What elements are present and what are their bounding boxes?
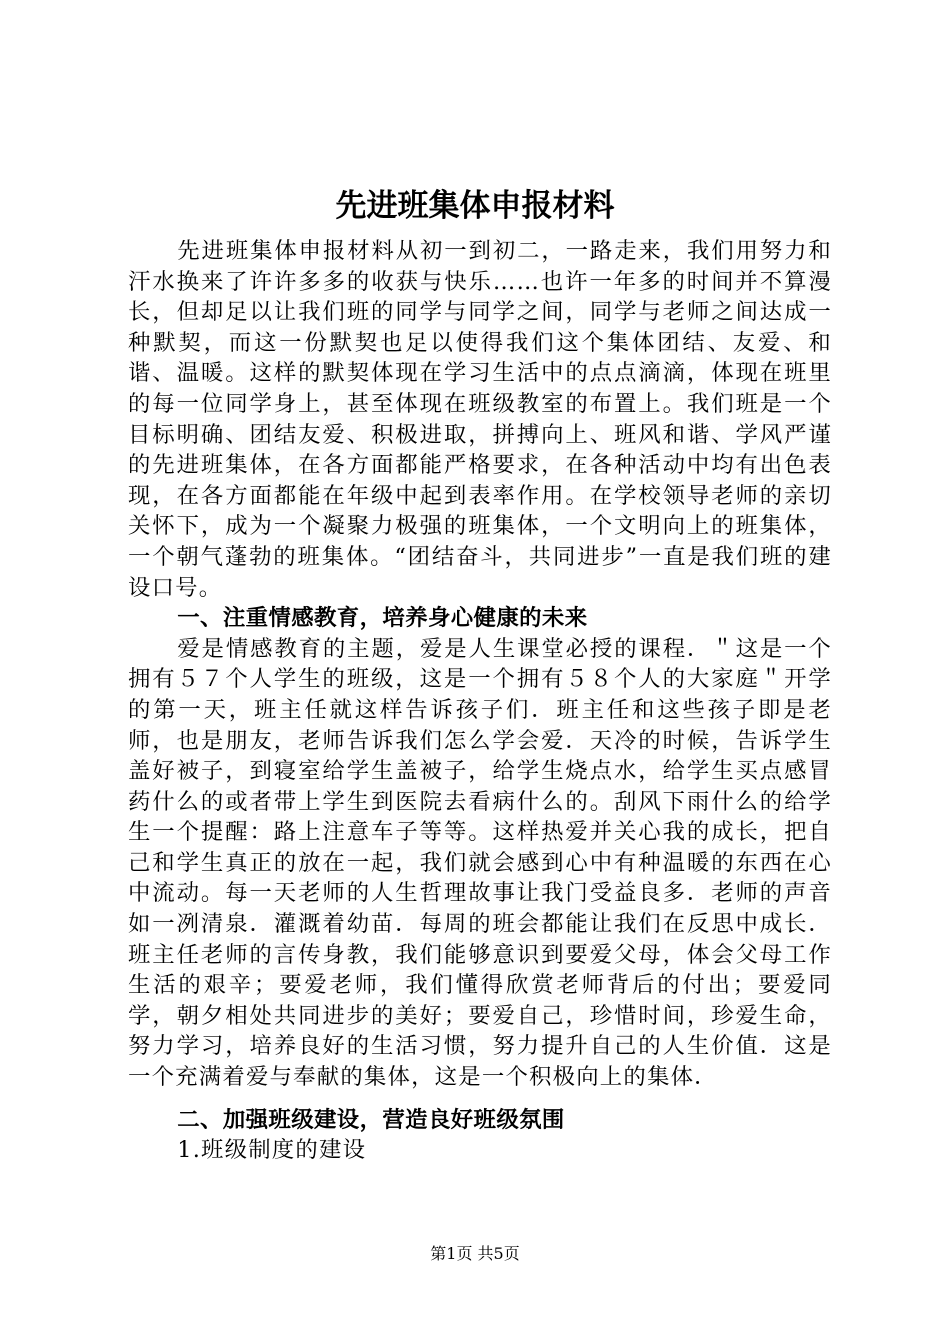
section-1-heading: 一、注重情感教育，培养身心健康的未来 <box>177 605 588 632</box>
section-1-paragraph: 爱是情感教育的主题，爱是人生课堂必授的课程．＂这是一个拥有５７个人学生的班级，这是一个拥有５８个人的大家庭＂开学的第一天，班主任就这样告诉孩子们．班主任和这些孩子即是老师，也是朋友，老师告诉我们怎么学会爱．天冷的时候，告诉学生盖好被子，到寝室给学生盖被子，给学生烧点水，给学生买点感冒药什么的或者带上学生到医院去看病什么的。刮风下雨什么的给学生一个提醒：路上注意车子等等。这样热爱并关心我的成长，把自己和学生真正的放在一起，我们就会感到心中有种温暖的东西在心中流动。每一天老师的人生哲理故事让我门受益良多．老师的声音如一冽清泉．灌溉着幼苗．每周的班会都能让我们在反思中成长．班主任老师的言传身教，我们能够意识到要爱父母，体会父母工作生活的艰辛；要爱老师，我们懂得欣赏老师背后的付出；要爱同学，朝夕相处共同进步的美好；要爱自己，珍惜时间，珍爱生命，努力学习，培养良好的生活习惯，努力提升自己的人生价值．这是一个充满着爱与奉献的集体，这是一个积极向上的集体． <box>128 635 832 1091</box>
section-2-item-1: 1.班级制度的建设 <box>177 1137 367 1164</box>
intro-paragraph: 先进班集体申报材料从初一到初二，一路走来，我们用努力和汗水换来了许许多多的收获与快乐……也许一年多的时间并不算漫长，但却足以让我们班的同学与同学之间，同学与老师之间达成一种默契，而这一份默契也足以使得我们这个集体团结、友爱、和谐、温暖。这样的默契体现在学习生活中的点点滴滴，体现在班里的每一位同学身上，甚至体现在班级教室的布置上。我们班是一个目标明确、团结友爱、积极进取，拼搏向上、班风和谐、学风严谨的先进班集体，在各方面都能严格要求，在各种活动中均有出色表现，在各方面都能在年级中起到表率作用。在学校领导老师的亲切关怀下，成为一个凝聚力极强的班集体，一个文明向上的班集体，一个朝气蓬勃的班集体。“团结奋斗，共同进步”一直是我们班的建设口号。 <box>128 238 832 601</box>
section-2-heading: 二、加强班级建设，营造良好班级氛围 <box>177 1106 565 1133</box>
document-title: 先进班集体申报材料 <box>335 188 615 224</box>
page-footer: 第1页 共5页 <box>430 1244 520 1263</box>
document-body <box>128 236 832 1166</box>
